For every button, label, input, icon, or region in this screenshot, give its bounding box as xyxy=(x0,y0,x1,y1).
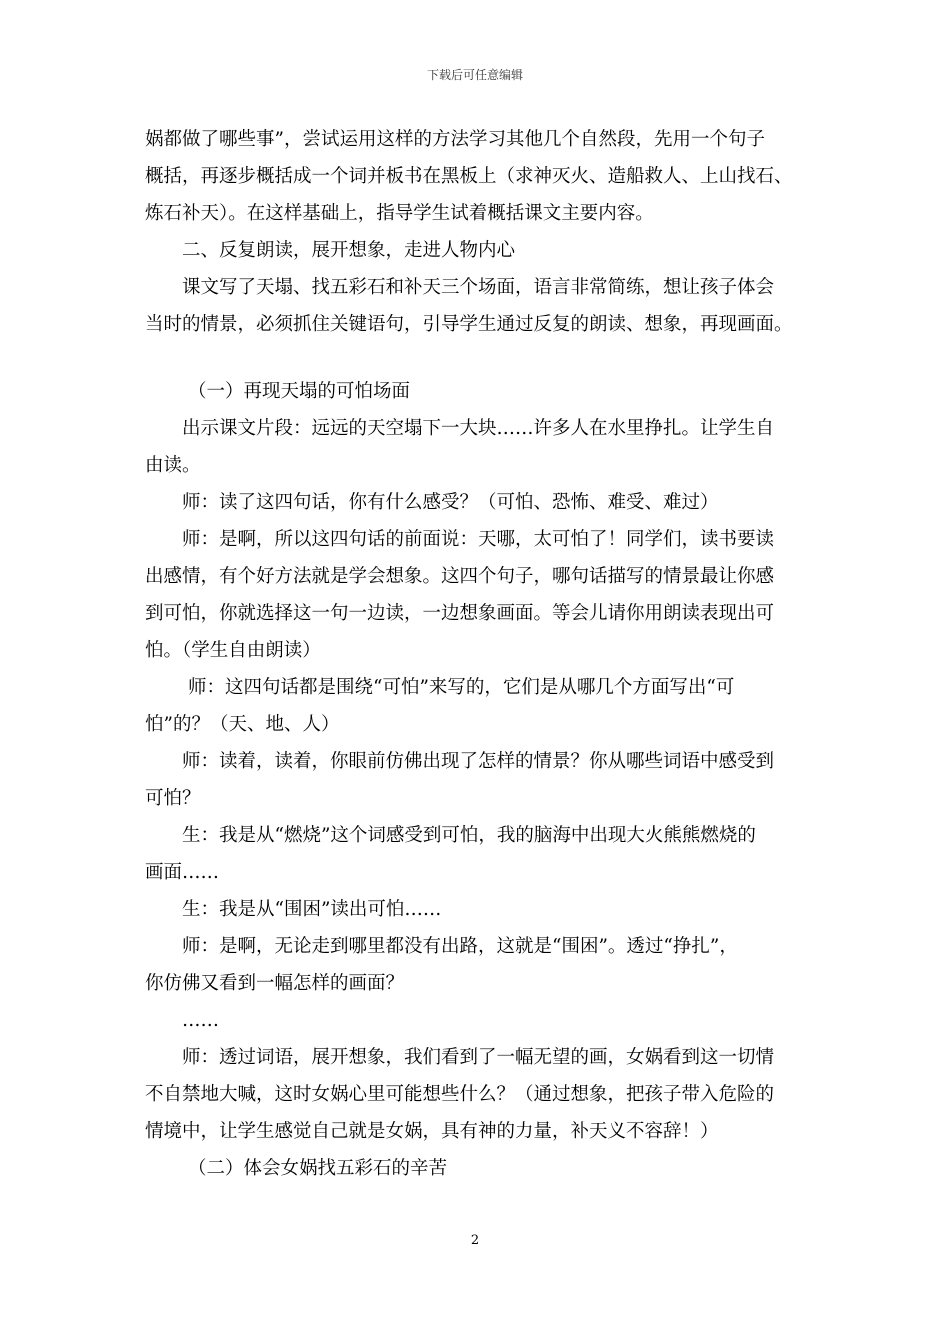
text-line: 出示课文片段：远远的天空塌下一大块……许多人在水里挣扎。让学生自 xyxy=(182,418,775,439)
text-line: …… xyxy=(182,1010,219,1031)
text-line: 到可怕，你就选择这一句一边读，一边想象画面。等会儿请你用朗读表现出可 xyxy=(145,603,775,624)
text-line: 概括，再逐步概括成一个词并板书在黑板上（求神灭火、造船救人、上山找石、 xyxy=(145,166,793,187)
text-line: 怕。（学生自由朗读） xyxy=(145,640,321,661)
text-line: 师：是啊，所以这四句话的前面说：天哪，太可怕了！同学们，读书要读 xyxy=(182,529,775,550)
section-heading: 二、反复朗读，展开想象，走进人物内心 xyxy=(182,240,516,261)
text-line: 课文写了天塌、找五彩石和补天三个场面，语言非常简练，想让孩子体会 xyxy=(182,277,775,298)
text-line: 娲都做了哪些事”，尝试运用这样的方法学习其他几个自然段，先用一个句子 xyxy=(145,129,765,150)
text-line: 师：读着，读着，你眼前仿佛出现了怎样的情景？你从哪些词语中感受到 xyxy=(182,751,775,772)
text-line: 可怕？ xyxy=(145,788,201,809)
text-line: 不自禁地大喊，这时女娲心里可能想些什么？（通过想象，把孩子带入危险的 xyxy=(145,1084,775,1105)
text-line: 画面…… xyxy=(145,862,220,883)
text-line: 生：我是从“围困”读出可怕…… xyxy=(182,899,442,920)
text-line: 师：读了这四句话，你有什么感受？（可怕、恐怖、难受、难过） xyxy=(182,492,719,513)
page-number: 2 xyxy=(470,1233,480,1248)
text-line: 师：这四句话都是围绕“可怕”来写的，它们是从哪几个方面写出“可 xyxy=(188,677,735,698)
text-line: 出感情，有个好方法就是学会想象。这四个句子，哪句话描写的情景最让你感 xyxy=(145,566,775,587)
subsection-heading: （一）再现天塌的可怕场面 xyxy=(188,381,411,402)
text-line: 生：我是从“燃烧”这个词感受到可怕，我的脑海中出现大火熊熊燃烧的 xyxy=(182,825,756,846)
document-body xyxy=(145,121,815,1187)
subsection-heading: （二）体会女娲找五彩石的辛苦 xyxy=(188,1158,448,1179)
text-line: 情境中，让学生感觉自己就是女娲，具有神的力量，补天义不容辞！） xyxy=(145,1121,719,1142)
text-line: 炼石补天）。在这样基础上，指导学生试着概括课文主要内容。 xyxy=(145,203,654,224)
text-line: 师：是啊，无论走到哪里都没有出路，这就是“围困”。透过“挣扎”， xyxy=(182,936,738,957)
text-line: 你仿佛又看到一幅怎样的画面？ xyxy=(145,973,405,994)
text-line: 怕”的？（天、地、人） xyxy=(145,714,340,735)
text-line: 师：透过词语，展开想象，我们看到了一幅无望的画，女娲看到这一切情 xyxy=(182,1047,775,1068)
text-line: 由读。 xyxy=(145,455,201,476)
page-header: 下载后可任意编辑 xyxy=(426,68,523,82)
text-line: 当时的情景，必须抓住关键语句，引导学生通过反复的朗读、想象，再现画面。 xyxy=(145,314,793,335)
